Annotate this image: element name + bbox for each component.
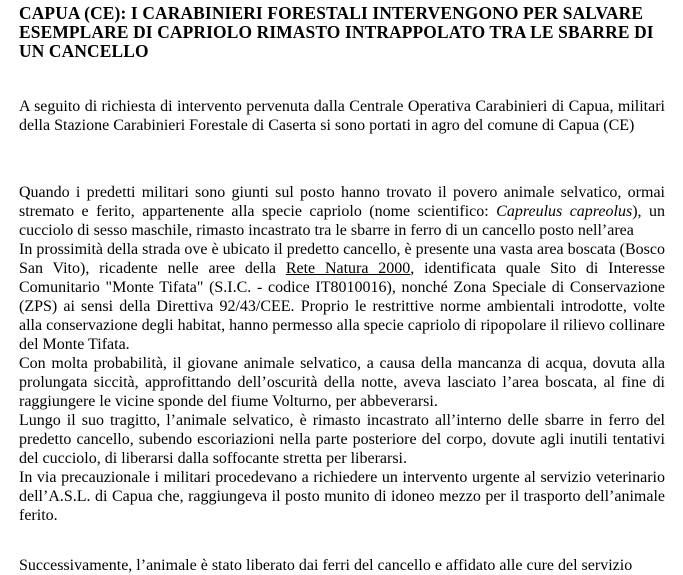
- paragraph-2-text-a: In prossimità della strada ove è ubicato il predetto cancello, è presente una vasta area boscata (Bosco San Vito), ricadente nelle aree della: [19, 241, 665, 277]
- article-body: [19, 183, 665, 525]
- paragraph-4: Lungo il suo tragitto, l’animale selvatico, è rimasto incastrato all’interno delle sbarre in ferro del predetto cancello, subendo escoriazioni nella parte posteriore del corpo, dovute agli inutili tentativi del cucciolo, di liberarsi dalla soffocante stretta per liberarsi.: [19, 412, 665, 467]
- species-name: Capreulus capreolus: [496, 203, 633, 220]
- intro-paragraph: A seguito di richiesta di intervento pervenuta dalla Centrale Operativa Carabinieri di Capua, militari della Stazione Carabinieri Forestale di Caserta si sono portati in agro del comune di Capua (CE): [19, 98, 665, 134]
- paragraph-2: [19, 240, 665, 354]
- paragraph-2-text-b: , identificata quale Sito di Interesse Comunitario "Monte Tifata" (S.I.C. - codice IT8010016), nonché Zona Speciale di Conservazione (ZPS) ai sensi della Direttiva 92/43/CEE. Proprio le restrittive norme ambientali introdotte, volte alla conservazione degli habitat, hanno permesso alla specie capriolo di ripopolare il rilievo collinare del Monte Tifata.: [19, 260, 666, 353]
- rete-natura-link[interactable]: Rete Natura 2000: [285, 260, 411, 277]
- intro-block: [19, 97, 665, 135]
- paragraph-1-text-a: Quando i predetti militari sono giunti sul posto hanno trovato il povero animale selvatico, ormai stremato e ferito, appartenente alla specie capriolo (nome scientifico:: [19, 184, 665, 220]
- cropped-next-line-text: Successivamente, l’animale è stato liberato dai ferri del cancello e affidato alle cure del servizio: [19, 557, 633, 574]
- cropped-next-line: [19, 556, 659, 574]
- paragraph-1: [19, 183, 665, 240]
- paragraph-5: In via precauzionale i militari procedevano a richiedere un intervento urgente al servizio veterinario dell’A.S.L. di Capua che, raggiungeva il posto munito di idoneo mezzo per il trasporto dell’animale ferito.: [19, 469, 665, 524]
- paragraph-3: Con molta probabilità, il giovane animale selvatico, a causa della mancanza di acqua, dovuta alla prolungata siccità, approfittando dell’oscurità della notte, aveva lasciato l’area boscata, al fine di raggiungere le vicine sponde del fiume Volturno, per abbeverarsi.: [19, 355, 665, 410]
- document-title: CAPUA (CE): I CARABINIERI FORESTALI INTERVENGONO PER SALVARE ESEMPLARE DI CAPRIOLO RIMASTO INTRAPPOLATO TRA LE SBARRE DI UN CANCELLO: [19, 3, 654, 61]
- paragraph-1-text-b: ), un cucciolo di sesso maschile, rimasto incastrato tra le sbarre in ferro di un cancello posto nell’area: [19, 203, 665, 239]
